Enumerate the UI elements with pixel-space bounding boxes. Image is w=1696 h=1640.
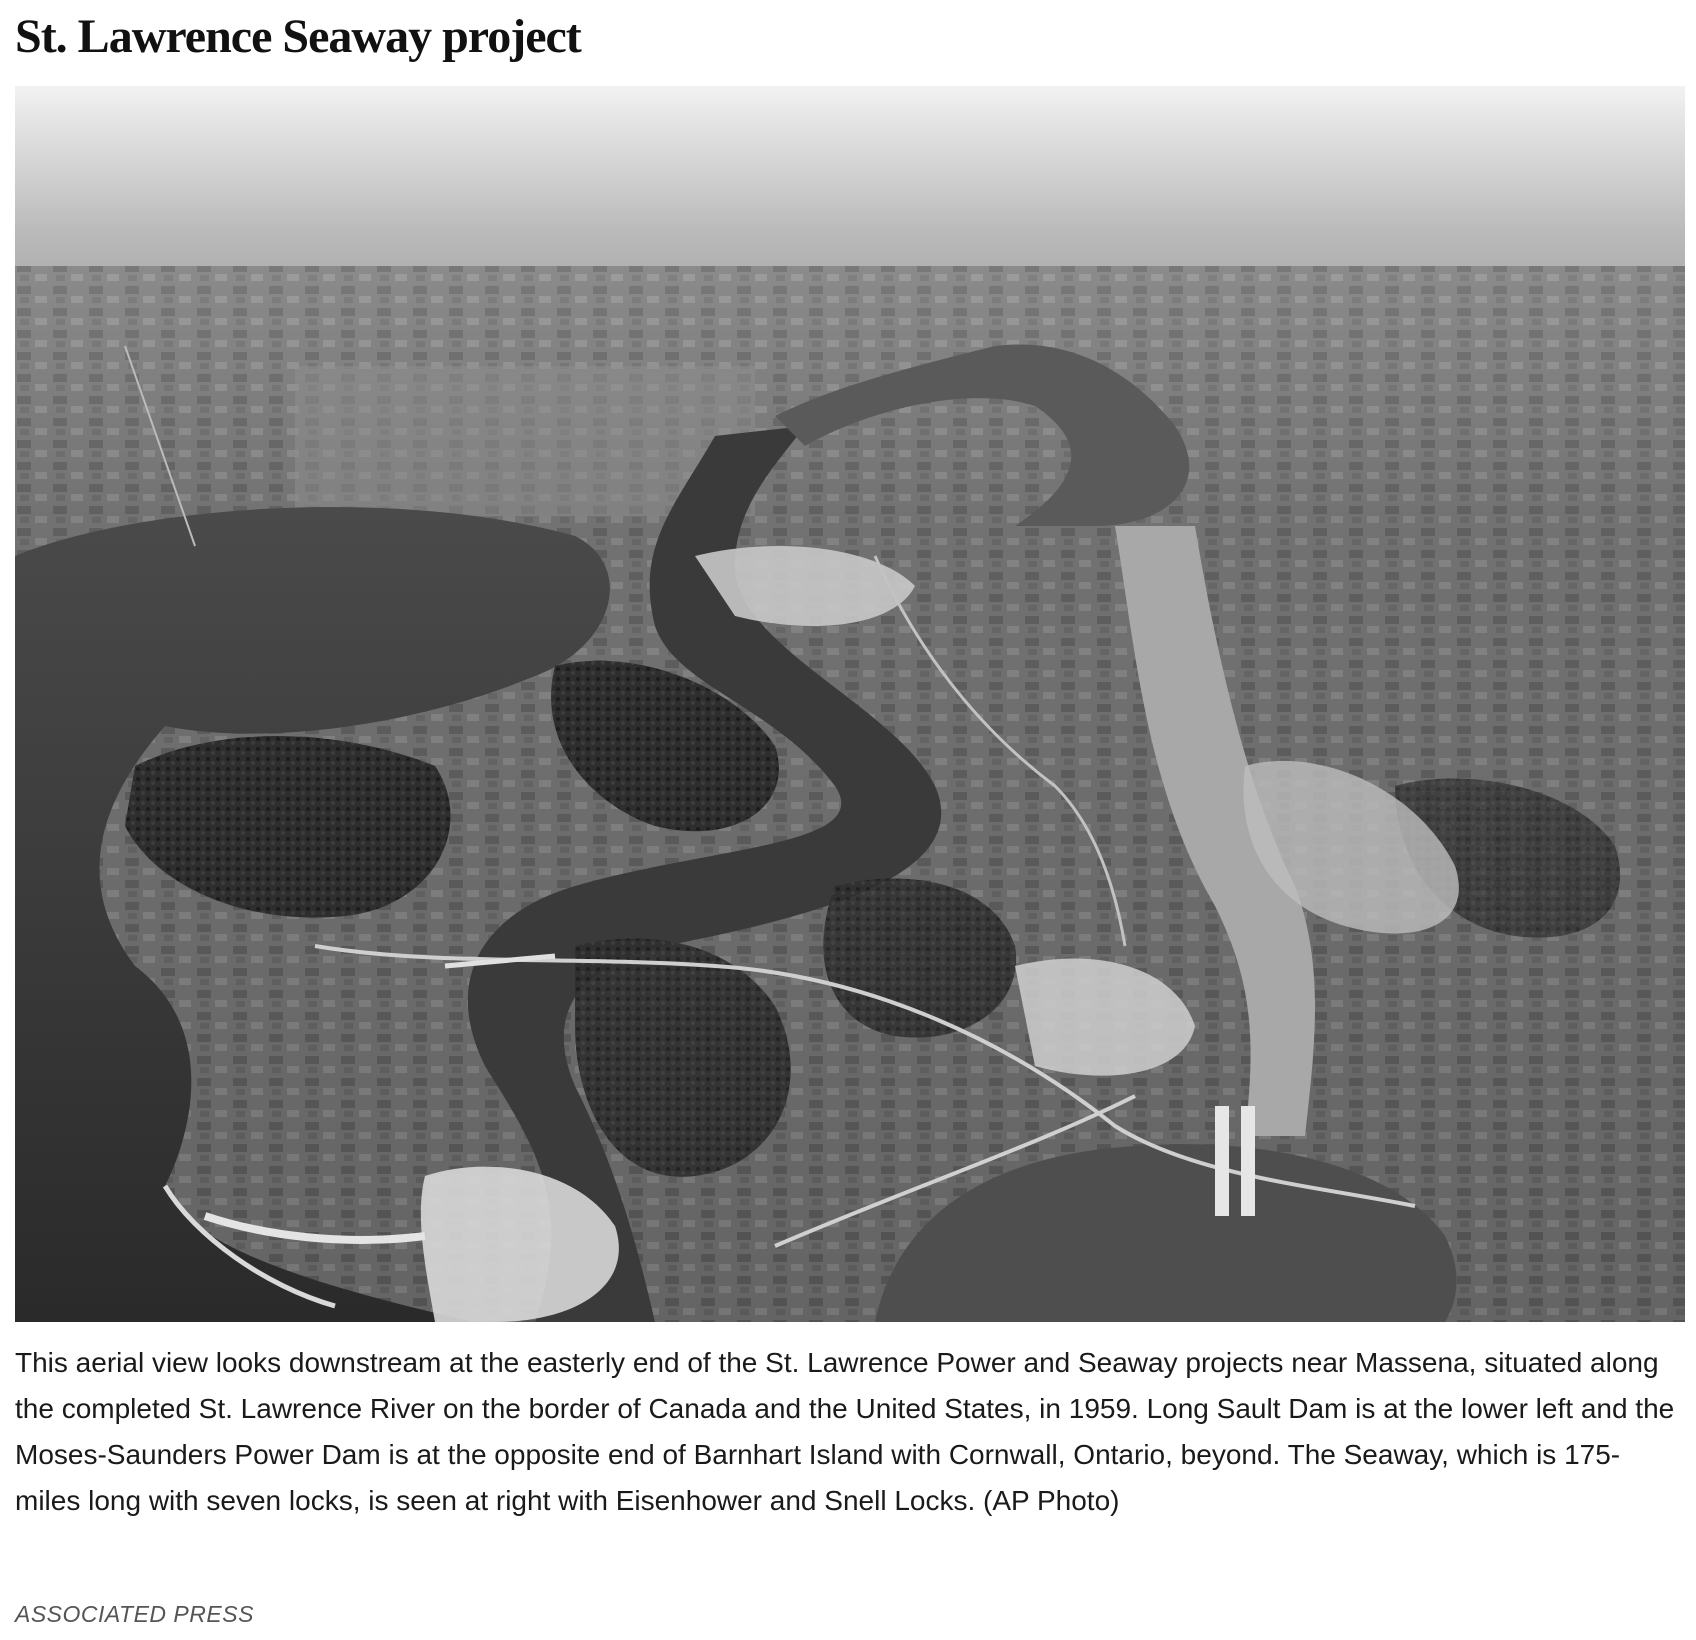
photo-credit: ASSOCIATED PRESS: [15, 1601, 254, 1627]
aerial-photo: [15, 86, 1685, 1322]
photo-caption: This aerial view looks downstream at the easterly end of the St. Lawrence Power and Seaway projects near Massena, situated along the completed St. Lawrence River on the border of Canada and the United States, in 1959. Long Sault Dam is at the lower left and the Moses-Saunders Power Dam is at the opposite end of Barnhart Island with Cornwall, Ontario, beyond. The Seaway, which is 175-miles long with seven locks, is seen at right with Eisenhower and Snell Locks. (AP Photo): [15, 1347, 1675, 1516]
article-figure: [15, 0, 1685, 1627]
page-title: St. Lawrence Seaway project: [15, 10, 581, 63]
aerial-photo-illustration: [15, 86, 1685, 1322]
